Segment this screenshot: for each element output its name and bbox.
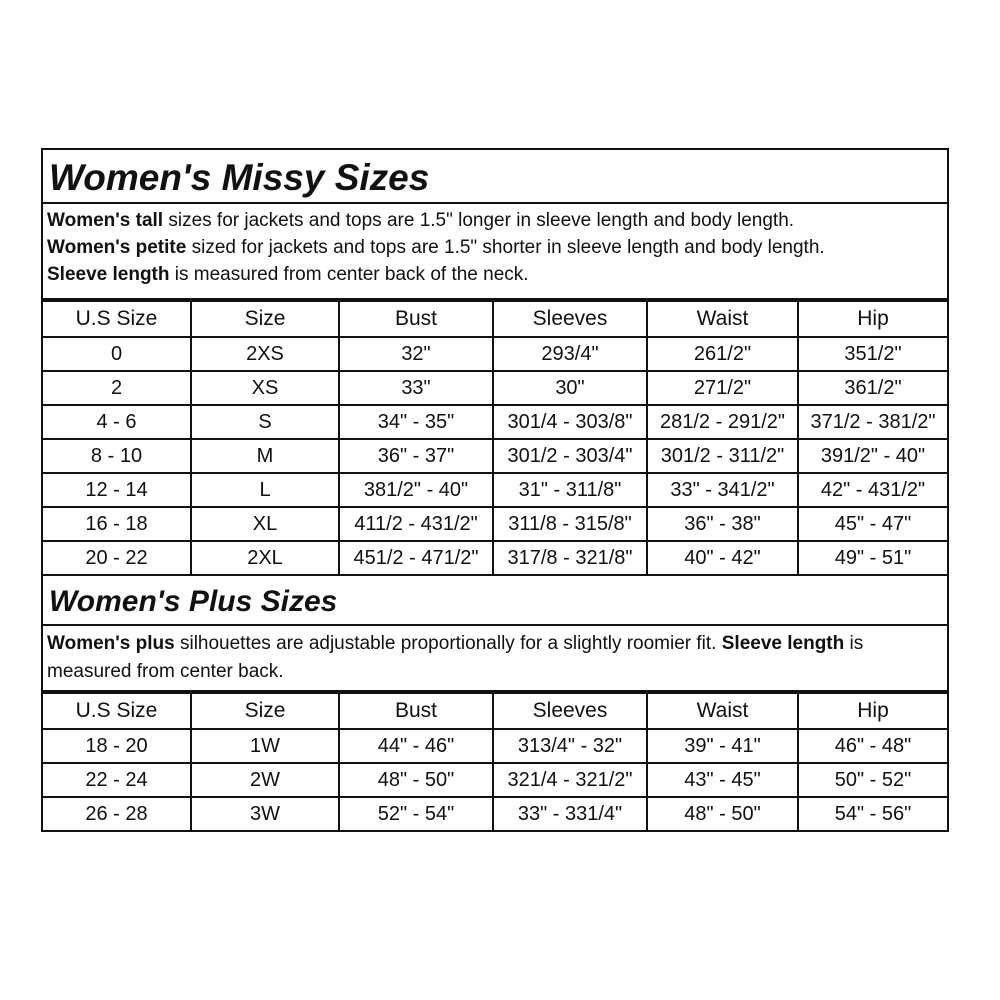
table-cell: 381/2" - 40": [339, 473, 493, 507]
table-cell: 20 - 22: [43, 541, 191, 575]
column-header: Sleeves: [493, 693, 647, 729]
table-row: [43, 729, 947, 763]
table-row: [43, 473, 947, 507]
column-header: Waist: [647, 301, 798, 337]
table-cell: 2: [43, 371, 191, 405]
note-bold: Women's petite: [47, 237, 187, 258]
table-cell: 40" - 42": [647, 541, 798, 575]
table-cell: 8 - 10: [43, 439, 191, 473]
table-cell: 3W: [191, 797, 339, 830]
missy-note-tall: [47, 207, 943, 234]
table-cell: 31" - 311/8": [493, 473, 647, 507]
column-header: Size: [191, 301, 339, 337]
table-cell: 22 - 24: [43, 763, 191, 797]
table-cell: 54" - 56": [798, 797, 947, 830]
table-cell: 317/8 - 321/8": [493, 541, 647, 575]
note-bold: Women's plus: [47, 633, 175, 654]
column-header: Size: [191, 693, 339, 729]
column-header: Bust: [339, 301, 493, 337]
table-cell: 361/2": [798, 371, 947, 405]
note-bold: Sleeve length: [47, 264, 170, 285]
plus-sizes-title: Women's Plus Sizes: [43, 576, 947, 626]
table-row: [43, 439, 947, 473]
table-cell: 33": [339, 371, 493, 405]
table-row: [43, 371, 947, 405]
table-cell: M: [191, 439, 339, 473]
table-cell: 16 - 18: [43, 507, 191, 541]
table-cell: 321/4 - 321/2": [493, 763, 647, 797]
missy-note-sleeve: [47, 261, 943, 288]
table-cell: 12 - 14: [43, 473, 191, 507]
table-cell: 50" - 52": [798, 763, 947, 797]
table-cell: 313/4" - 32": [493, 729, 647, 763]
table-cell: 371/2 - 381/2": [798, 405, 947, 439]
table-cell: 2XL: [191, 541, 339, 575]
table-cell: 45" - 47": [798, 507, 947, 541]
table-cell: 52" - 54": [339, 797, 493, 830]
table-cell: 451/2 - 471/2": [339, 541, 493, 575]
table-cell: 42" - 431/2": [798, 473, 947, 507]
plus-size-table: [43, 692, 947, 830]
table-cell: 411/2 - 431/2": [339, 507, 493, 541]
table-cell: 271/2": [647, 371, 798, 405]
table-cell: 261/2": [647, 337, 798, 371]
table-cell: 36" - 37": [339, 439, 493, 473]
missy-sizes-title: Women's Missy Sizes: [43, 150, 947, 204]
missy-note-petite: [47, 234, 943, 261]
table-cell: S: [191, 405, 339, 439]
table-row: [43, 763, 947, 797]
table-header-row: [43, 301, 947, 337]
note-text: is measured from center back of the neck.: [169, 264, 529, 285]
table-cell: 49" - 51": [798, 541, 947, 575]
table-cell: 33" - 341/2": [647, 473, 798, 507]
table-row: [43, 541, 947, 575]
table-cell: L: [191, 473, 339, 507]
table-cell: 30": [493, 371, 647, 405]
table-row: [43, 405, 947, 439]
table-row: [43, 337, 947, 371]
column-header: U.S Size: [43, 301, 191, 337]
table-cell: 48" - 50": [647, 797, 798, 830]
table-cell: 4 - 6: [43, 405, 191, 439]
table-cell: XL: [191, 507, 339, 541]
table-cell: 0: [43, 337, 191, 371]
table-cell: 293/4": [493, 337, 647, 371]
column-header: Hip: [798, 301, 947, 337]
note-bold: Women's tall: [47, 210, 164, 231]
table-cell: 39" - 41": [647, 729, 798, 763]
size-chart: [41, 148, 949, 832]
table-cell: 2XS: [191, 337, 339, 371]
table-cell: 2W: [191, 763, 339, 797]
table-cell: 351/2": [798, 337, 947, 371]
note-text: silhouettes are adjustable proportionally for a slightly roomier fit.: [174, 633, 722, 654]
note-bold: Sleeve length: [721, 633, 845, 654]
table-cell: 36" - 38": [647, 507, 798, 541]
table-header-row: [43, 693, 947, 729]
table-cell: 33" - 331/4": [493, 797, 647, 830]
table-row: [43, 507, 947, 541]
table-cell: 391/2" - 40": [798, 439, 947, 473]
table-cell: 301/2 - 311/2": [647, 439, 798, 473]
table-cell: 44" - 46": [339, 729, 493, 763]
table-cell: 301/2 - 303/4": [493, 439, 647, 473]
table-cell: XS: [191, 371, 339, 405]
column-header: Bust: [339, 693, 493, 729]
table-cell: 43" - 45": [647, 763, 798, 797]
table-cell: 46" - 48": [798, 729, 947, 763]
table-cell: 48" - 50": [339, 763, 493, 797]
table-cell: 32": [339, 337, 493, 371]
missy-notes: [43, 204, 947, 300]
table-cell: 301/4 - 303/8": [493, 405, 647, 439]
plus-notes: [43, 626, 947, 692]
column-header: U.S Size: [43, 693, 191, 729]
note-text: is measured from center back.: [47, 633, 864, 682]
table-row: [43, 797, 947, 830]
column-header: Waist: [647, 693, 798, 729]
column-header: Hip: [798, 693, 947, 729]
table-cell: 311/8 - 315/8": [493, 507, 647, 541]
table-cell: 34" - 35": [339, 405, 493, 439]
table-cell: 281/2 - 291/2": [647, 405, 798, 439]
note-text: sizes for jackets and tops are 1.5" longer in sleeve length and body length.: [163, 210, 795, 231]
table-cell: 1W: [191, 729, 339, 763]
missy-size-table: [43, 300, 947, 576]
table-cell: 26 - 28: [43, 797, 191, 830]
table-cell: 18 - 20: [43, 729, 191, 763]
column-header: Sleeves: [493, 301, 647, 337]
note-text: sized for jackets and tops are 1.5" shorter in sleeve length and body length.: [186, 237, 825, 258]
